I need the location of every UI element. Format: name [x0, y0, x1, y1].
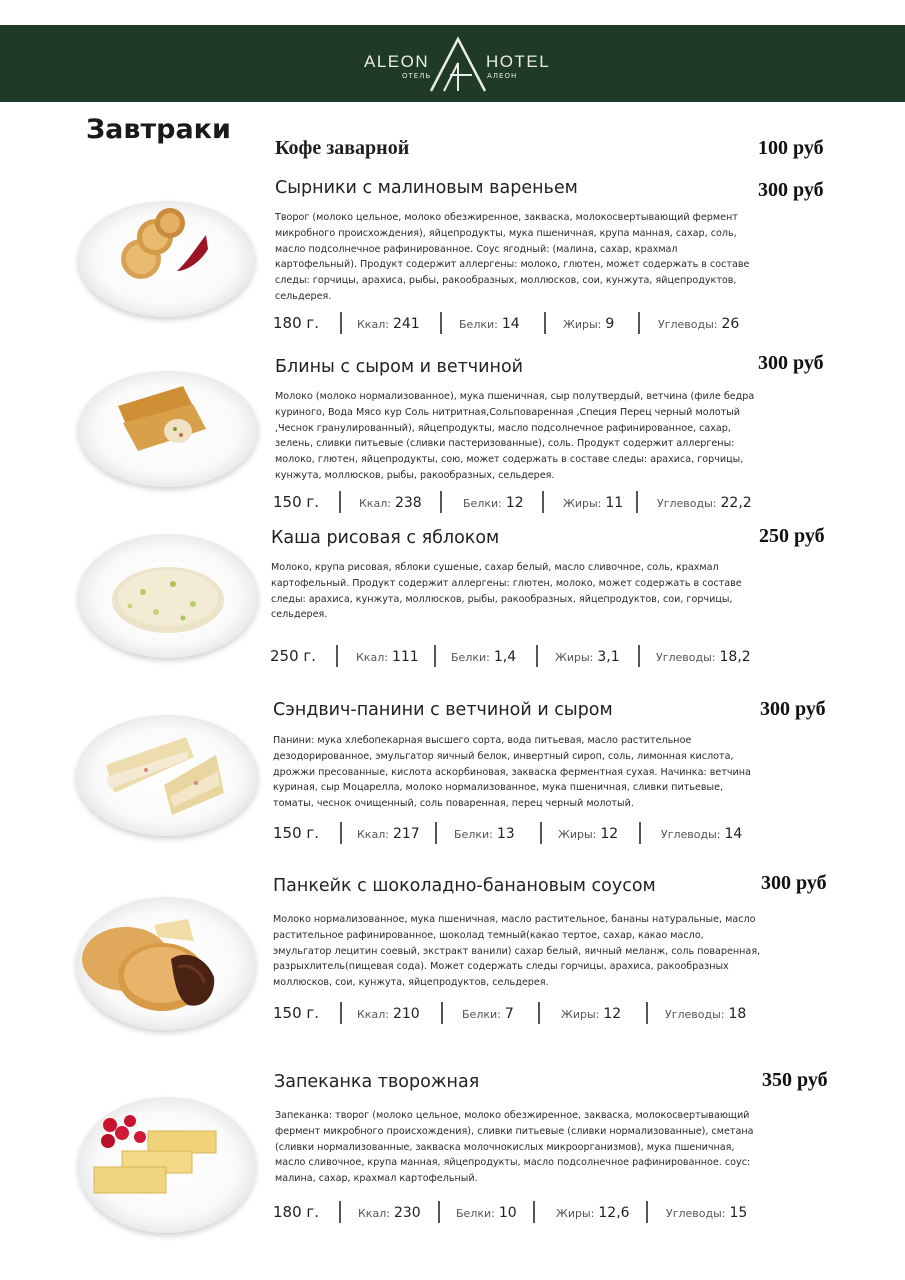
dish-description: Молоко (молоко нормализованное), мука пшеничная, сыр полутвердый, ветчина (филе бедра куриного, Вода Мясо кур Соль нитритная,Сольповаренная ,Специя Перец черный молотый ,Чеснок гранулированный), яйцепродукты, масло подсолнечное рафинированное, сахар, зелень, сливки питьевые (сливки пастеризованные), соль. Продукт содержит аллергены: молоко, глютен, яйцепродукты, сою, может содержать в составе следы: арахиса, горчицы, кунжута, моллюсков, рыбы, ракообразных, сельдерея. [275, 391, 755, 481]
kcal-cell: Ккал: 230 [358, 1205, 421, 1221]
protein-cell: Белки: 12 [463, 495, 524, 511]
brand-left: ALEON [364, 52, 430, 71]
divider [336, 645, 338, 667]
carbs-cell: Углеводы: 22,2 [657, 495, 752, 511]
dish-price: 300 руб [761, 872, 827, 894]
divider [339, 1201, 341, 1223]
divider [538, 1002, 540, 1024]
fat-cell: Жиры: 12 [561, 1006, 622, 1022]
dish-description: Творог (молоко цельное, молоко обезжиренное, закваска, молокосвертывающий фермент микробного происхождения), яйцепродукты, мука пшеничная, крупа манная, сахар, соль, масло подсолнечное рафинированное. Соус ягодный: (малина, сахар, крахмал картофельный). Продукт содержит аллергены: молоко, глютен, может содержать в составе следы: горчицы, арахиса, рыбы, ракообразных, моллюсков, сои, кунжута, яйцепродуктов, сельдерея. [275, 212, 750, 302]
kasha-photo [78, 534, 258, 658]
section-title: Завтраки [86, 114, 231, 145]
dish-price: 300 руб [758, 179, 824, 201]
fat-cell: Жиры: 12 [558, 826, 619, 842]
dish-price: 300 руб [758, 352, 824, 374]
carbs-cell: Углеводы: 14 [661, 826, 743, 842]
divider [636, 491, 638, 513]
kcal-cell: Ккал: 238 [359, 495, 422, 511]
fat-cell: Жиры: 9 [563, 316, 615, 332]
dish-weight: 150 г. [273, 824, 320, 842]
fat-cell: Жиры: 11 [563, 495, 624, 511]
divider [533, 1201, 535, 1223]
protein-cell: Белки: 1,4 [451, 649, 517, 665]
syrniki-photo [78, 201, 255, 317]
divider [542, 491, 544, 513]
bliny-photo [78, 371, 258, 487]
divider [438, 1201, 440, 1223]
divider [440, 491, 442, 513]
dish-description: Панини: мука хлебопекарная высшего сорта, вода питьевая, масло растительное дезодорированное, эмульгатор яичный белок, инвертный сироп, соль, лимонная кислота, дрожжи пресованные, кислота аскорбиновая, закваска ферментная сухая. Начинка: ветчина куриная, сыр Моцарелла, молоко нормализованное, мука пшеничная, сливки питьевые, томаты, чеснок очищенный, соль поваренная, перец черный молотый. [273, 735, 751, 810]
dish-price: 350 руб [762, 1069, 828, 1091]
dish-weight: 180 г. [273, 1203, 320, 1221]
nutrition-row [273, 312, 753, 336]
divider [441, 1002, 443, 1024]
brand-sub-right: АЛЕОН [487, 72, 518, 80]
divider [638, 312, 640, 334]
zapekanka-photo [78, 1097, 256, 1233]
dish-weight: 180 г. [273, 314, 320, 332]
kcal-cell: Ккал: 111 [356, 649, 419, 665]
dish-price: 250 руб [759, 525, 825, 547]
dish-title: Сырники с малиновым вареньем [275, 178, 578, 198]
protein-cell: Белки: 10 [456, 1205, 517, 1221]
brand-right: HOTEL [486, 52, 551, 71]
pancake-photo [76, 897, 256, 1030]
panini-photo [76, 715, 258, 836]
divider [340, 312, 342, 334]
dish-price: 300 руб [760, 698, 826, 720]
divider [440, 312, 442, 334]
nutrition-row [273, 491, 753, 515]
aleon-logo-icon [428, 35, 488, 93]
protein-cell: Белки: 13 [454, 826, 515, 842]
kcal-cell: Ккал: 217 [357, 826, 420, 842]
carbs-cell: Углеводы: 18,2 [656, 649, 751, 665]
divider [339, 491, 341, 513]
kcal-cell: Ккал: 241 [357, 316, 420, 332]
dish-title: Запеканка творожная [274, 1072, 480, 1092]
divider [638, 645, 640, 667]
dish-title: Сэндвич-панини с ветчиной и сыром [273, 700, 613, 720]
dish-description: Молоко нормализованное, мука пшеничная, масло растительное, бананы натуральные, масло растительное рафинированное, шоколад темный(какао тертое, сахар, какао масло, эмульгатор лецитин соевый, экстракт ванили) сахар белый, яичный меланж, соль поваренная, разрыхлитель(пищевая сода). Может содержать следы горчицы, арахиса, ракообразных моллюсков, сои, кунжута, яйцепродуктов, сельдерея. [273, 914, 761, 989]
nutrition-row [273, 822, 753, 846]
divider [340, 822, 342, 844]
dish-title: Панкейк с шоколадно-банановым соусом [273, 876, 656, 896]
brand-sub-left: ОТЕЛЬ [402, 72, 432, 80]
dish-title: Блины с сыром и ветчиной [275, 357, 524, 377]
dish-description: Запеканка: творог (молоко цельное, молоко обезжиренное, закваска, молокосвертывающий фермент микробного происхождения), сливки питьевые (сливки нормализованные), сметана (сливки нормализованные, закваска молочнокислых микроорганизмов), мука пшеничная, масло сливочное, крупа манная, яйцепродукты, масло подсолнечное рафинированное. соус: малина, сахар, крахмал картофельный. [275, 1110, 754, 1185]
divider [536, 645, 538, 667]
divider [646, 1201, 648, 1223]
dish-title: Каша рисовая с яблоком [271, 528, 500, 548]
carbs-cell: Углеводы: 18 [665, 1006, 747, 1022]
divider [646, 1002, 648, 1024]
divider [544, 312, 546, 334]
dish-weight: 150 г. [273, 493, 320, 511]
dish-description: Молоко, крупа рисовая, яблоки сушеные, сахар белый, масло сливочное, соль, крахмал картофельный. Продукт содержит аллергены: глютен, молоко, может содержать в составе следы: арахиса, кунжута, моллюсков, рыбы, ракообразных, яйцепродуктов, сои, горчицы, сельдерея. [271, 562, 742, 621]
protein-cell: Белки: 7 [462, 1006, 514, 1022]
fat-cell: Жиры: 3,1 [555, 649, 620, 665]
divider [540, 822, 542, 844]
carbs-cell: Углеводы: 15 [666, 1205, 748, 1221]
kcal-cell: Ккал: 210 [357, 1006, 420, 1022]
dish-weight: 150 г. [273, 1004, 320, 1022]
dish-weight: 250 г. [270, 647, 317, 665]
coffee-price: 100 руб [758, 137, 824, 159]
fat-cell: Жиры: 12,6 [556, 1205, 630, 1221]
nutrition-row [273, 1201, 753, 1225]
divider [340, 1002, 342, 1024]
coffee-name: Кофе заварной [275, 137, 410, 159]
carbs-cell: Углеводы: 26 [658, 316, 740, 332]
nutrition-row [273, 1002, 753, 1026]
divider [434, 645, 436, 667]
nutrition-row [270, 645, 750, 669]
divider [639, 822, 641, 844]
divider [435, 822, 437, 844]
hotel-header [0, 25, 905, 102]
protein-cell: Белки: 14 [459, 316, 520, 332]
